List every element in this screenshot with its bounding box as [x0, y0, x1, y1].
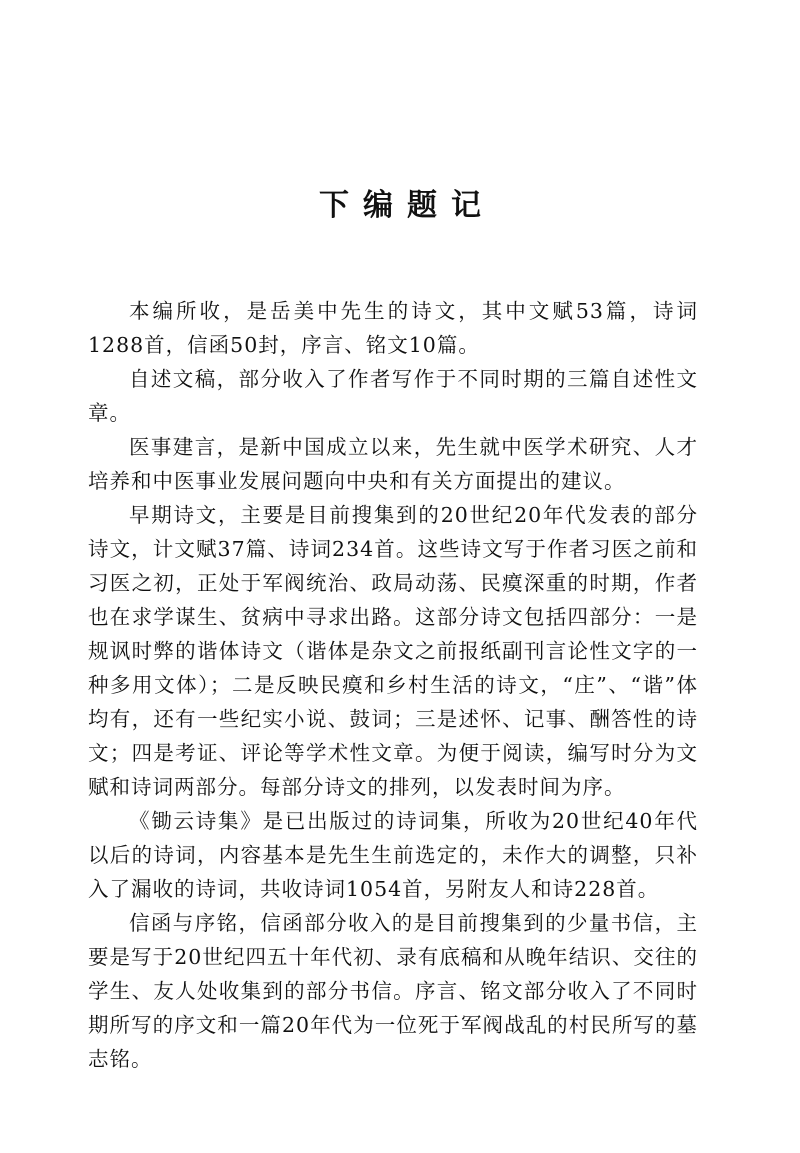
page-title: 下编题记 [319, 188, 495, 223]
paragraph-medical-advice: 医事建言，是新中国成立以来，先生就中医学术研究、人才培养和中医事业发展问题向中央和有关方面提出的建议。 [88, 435, 698, 493]
body-text [88, 294, 698, 1076]
paragraph-letters-prefaces: 信函与序铭，信函部分收入的是目前搜集到的少量书信，主要是写于20世纪四五十年代初、录有底稿和从晚年结识、交往的学生、友人处收集到的部分书信。序言、铭文部分收入了不同时期所写的序文和一篇20年代为一位死于军阀战乱的村民所写的墓志铭。 [88, 911, 698, 1071]
paragraph-early-works: 早期诗文，主要是目前搜集到的20世纪20年代发表的部分诗文，计文赋37篇、诗词234首。这些诗文写于作者习医之前和习医之初，正处于军阀统治、政局动荡、民瘼深重的时期，作者也在求学谋生、贫病中寻求出路。这部分诗文包括四部分：一是规讽时弊的谐体诗文（谐体是杂文之前报纸副刊言论性文字的一种多用文体）；二是反映民瘼和乡村生活的诗文，“庄”、“谐”体均有，还有一些纪实小说、鼓词；三是述怀、记事、酬答性的诗文；四是考证、评论等学术性文章。为便于阅读，编写时分为文赋和诗词两部分。每部分诗文的排列，以发表时间为序。 [88, 503, 698, 799]
paragraph-intro: 本编所收，是岳美中先生的诗文，其中文赋53篇，诗词1288首，信函50封，序言、铭文10篇。 [88, 299, 698, 357]
paragraph-poetry-collection: 《锄云诗集》是已出版过的诗词集，所收为20世纪40年代以后的诗词，内容基本是先生生前选定的，未作大的调整，只补入了漏收的诗词，共收诗词1054首，另附友人和诗228首。 [88, 809, 698, 901]
paragraph-autobiography: 自述文稿，部分收入了作者写作于不同时期的三篇自述性文章。 [88, 367, 698, 425]
